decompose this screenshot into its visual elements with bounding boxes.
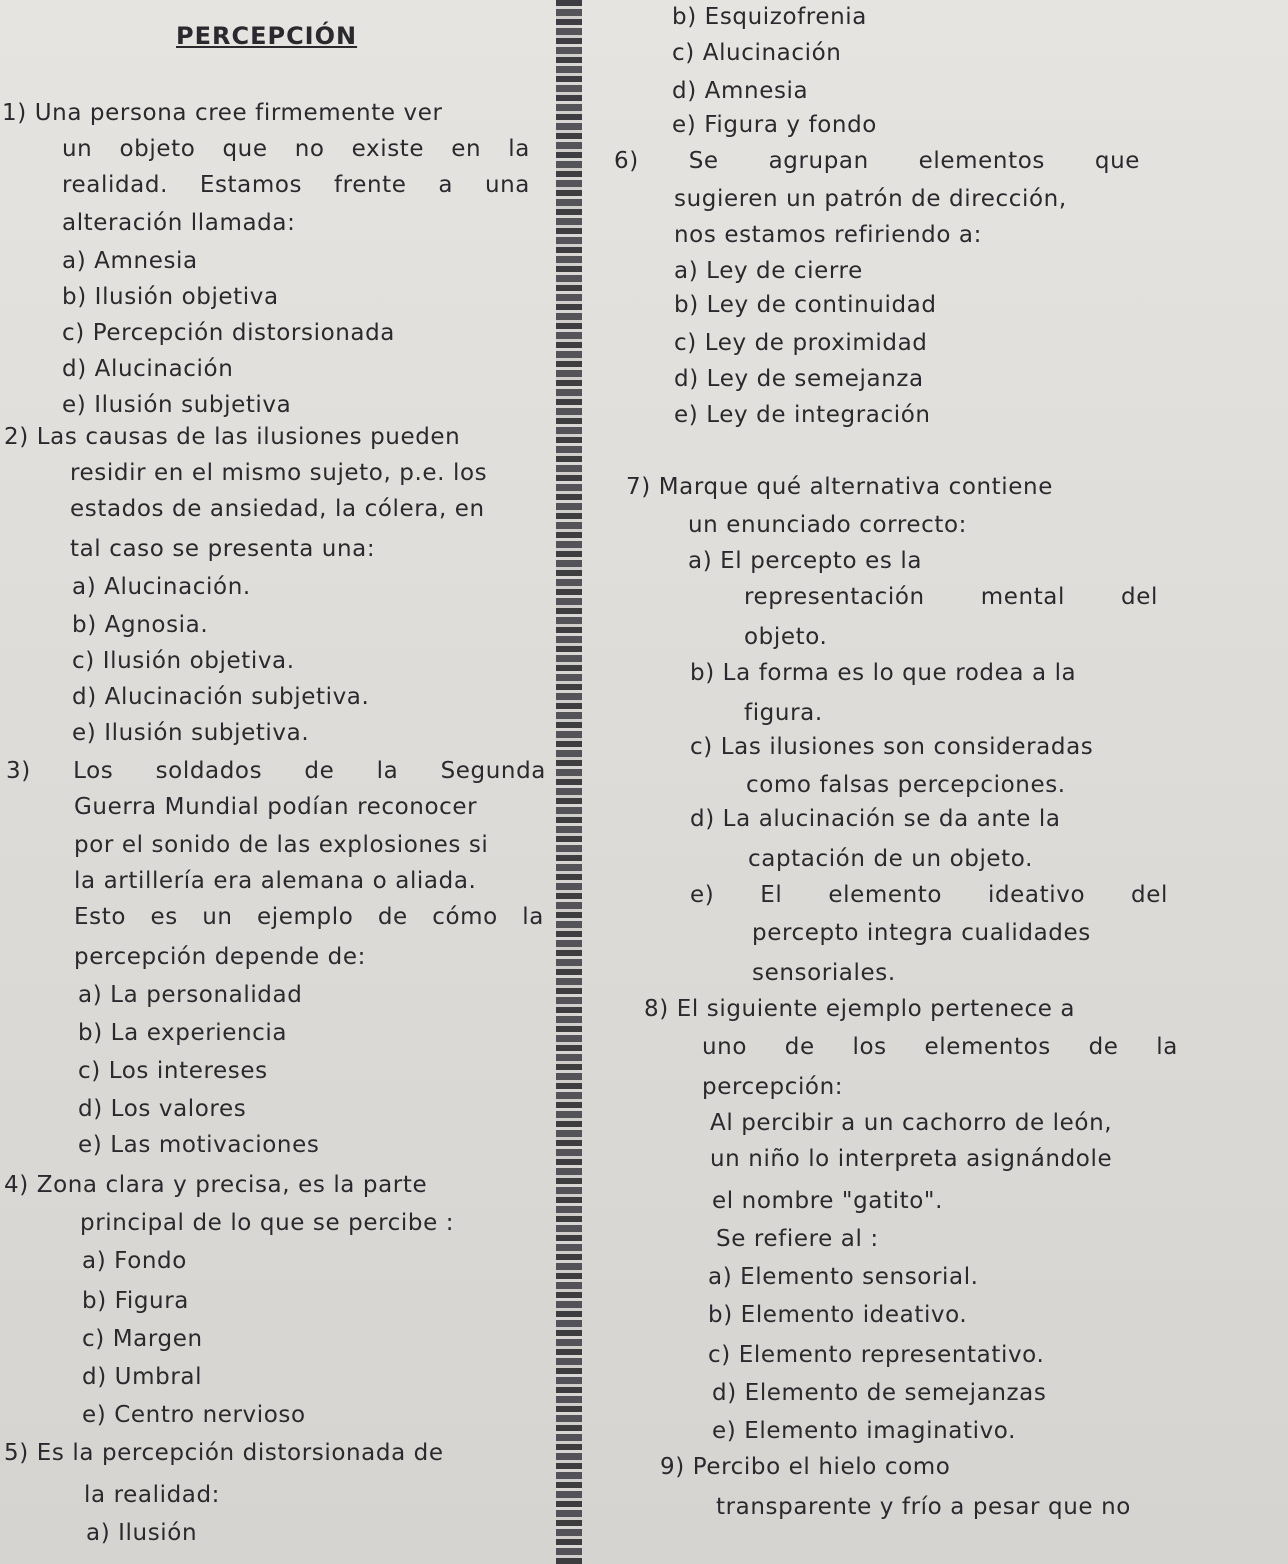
q1-stem-3: realidad. Estamos frente a una <box>62 172 530 198</box>
q8-option-b: b) Elemento ideativo. <box>708 1302 968 1328</box>
q4-option-c: c) Margen <box>82 1326 203 1352</box>
q4-option-e: e) Centro nervioso <box>82 1402 306 1428</box>
q6-stem-2: sugieren un patrón de dirección, <box>674 186 1067 212</box>
q8-option-d: d) Elemento de semejanzas <box>712 1380 1047 1406</box>
q1-option-c: c) Percepción distorsionada <box>62 320 396 346</box>
q8-example-1: Al percibir a un cachorro de león, <box>710 1110 1113 1136</box>
q4-stem-2: principal de lo que se percibe : <box>80 1210 455 1236</box>
q2-option-b: b) Agnosia. <box>72 612 209 638</box>
q3-stem-1: 3) Los soldados de la Segunda <box>6 758 546 784</box>
q3-option-b: b) La experiencia <box>78 1020 288 1046</box>
q7-option-e-2: percepto integra cualidades <box>752 920 1091 946</box>
q7-option-d-1: d) La alucinación se da ante la <box>690 806 1061 832</box>
q8-option-e: e) Elemento imaginativo. <box>712 1418 1016 1444</box>
q6-option-e: e) Ley de integración <box>674 402 931 428</box>
q5-option-c: c) Alucinación <box>672 40 842 66</box>
q1-stem-1: 1) Una persona cree firmemente ver <box>2 100 443 126</box>
q3-option-e: e) Las motivaciones <box>78 1132 320 1158</box>
q4-option-d: d) Umbral <box>82 1364 203 1390</box>
q1-option-b: b) Ilusión objetiva <box>62 284 279 310</box>
binding-strip <box>556 0 582 1564</box>
q5-option-b: b) Esquizofrenia <box>672 4 867 30</box>
q8-stem-4: Se refiere al : <box>716 1226 879 1252</box>
q1-stem-4: alteración llamada: <box>62 210 296 236</box>
q9-stem-1: 9) Percibo el hielo como <box>660 1454 951 1480</box>
q7-option-b-1: b) La forma es lo que rodea a la <box>690 660 1077 686</box>
q4-option-b: b) Figura <box>82 1288 189 1314</box>
q6-stem-1: 6) Se agrupan elementos que <box>614 148 1140 174</box>
q5-option-d: d) Amnesia <box>672 78 809 104</box>
q7-stem-2: un enunciado correcto: <box>688 512 968 538</box>
q8-stem-1: 8) El siguiente ejemplo pertenece a <box>644 996 1076 1022</box>
q2-stem-1: 2) Las causas de las ilusiones pueden <box>4 424 461 450</box>
q5-option-a: a) Ilusión <box>86 1520 198 1546</box>
q8-example-2: un niño lo interpreta asignándole <box>710 1146 1113 1172</box>
q1-option-e: e) Ilusión subjetiva <box>62 392 292 418</box>
q6-option-b: b) Ley de continuidad <box>674 292 937 318</box>
q7-option-d-2: captación de un objeto. <box>748 846 1033 872</box>
q3-stem-5: Esto es un ejemplo de cómo la <box>74 904 544 930</box>
q1-option-a: a) Amnesia <box>62 248 198 274</box>
q2-option-e: e) Ilusión subjetiva. <box>72 720 310 746</box>
q7-option-e-1: e) El elemento ideativo del <box>690 882 1168 908</box>
q2-stem-3: estados de ansiedad, la cólera, en <box>70 496 485 522</box>
q2-option-a: a) Alucinación. <box>72 574 251 600</box>
q5-stem-2: la realidad: <box>84 1482 221 1508</box>
q3-stem-6: percepción depende de: <box>74 944 366 970</box>
q8-example-3: el nombre "gatito". <box>712 1188 943 1214</box>
q7-option-c-1: c) Las ilusiones son consideradas <box>690 734 1094 760</box>
q3-option-a: a) La personalidad <box>78 982 303 1008</box>
q5-stem-1: 5) Es la percepción distorsionada de <box>4 1440 444 1466</box>
q4-stem-1: 4) Zona clara y precisa, es la parte <box>4 1172 428 1198</box>
q6-option-d: d) Ley de semejanza <box>674 366 924 392</box>
q7-option-c-2: como falsas percepciones. <box>746 772 1066 798</box>
q5-option-e: e) Figura y fondo <box>672 112 877 138</box>
q8-stem-2: uno de los elementos de la <box>702 1034 1178 1060</box>
q6-option-a: a) Ley de cierre <box>674 258 863 284</box>
q7-option-e-3: sensoriales. <box>752 960 896 986</box>
q8-stem-3: percepción: <box>702 1074 844 1100</box>
q7-option-a-1: a) El percepto es la <box>688 548 923 574</box>
q8-option-a: a) Elemento sensorial. <box>708 1264 979 1290</box>
q9-stem-2: transparente y frío a pesar que no <box>716 1494 1131 1520</box>
page-title: PERCEPCIÓN <box>176 22 358 50</box>
q2-option-d: d) Alucinación subjetiva. <box>72 684 370 710</box>
q3-stem-3: por el sonido de las explosiones si <box>74 832 489 858</box>
q6-option-c: c) Ley de proximidad <box>674 330 928 356</box>
q7-stem-1: 7) Marque qué alternativa contiene <box>626 474 1053 500</box>
q3-option-c: c) Los intereses <box>78 1058 268 1084</box>
q2-option-c: c) Ilusión objetiva. <box>72 648 295 674</box>
q7-option-b-2: figura. <box>744 700 823 726</box>
q2-stem-4: tal caso se presenta una: <box>70 536 376 562</box>
q1-option-d: d) Alucinación <box>62 356 234 382</box>
q7-option-a-3: objeto. <box>744 624 828 650</box>
q7-option-a-2: representación mental del <box>744 584 1158 610</box>
q8-option-c: c) Elemento representativo. <box>708 1342 1045 1368</box>
q2-stem-2: residir en el mismo sujeto, p.e. los <box>70 460 488 486</box>
q3-option-d: d) Los valores <box>78 1096 247 1122</box>
q1-stem-2: un objeto que no existe en la <box>62 136 530 162</box>
q3-stem-4: la artillería era alemana o aliada. <box>74 868 477 894</box>
q3-stem-2: Guerra Mundial podían reconocer <box>74 794 478 820</box>
q6-stem-3: nos estamos refiriendo a: <box>674 222 982 248</box>
q4-option-a: a) Fondo <box>82 1248 187 1274</box>
